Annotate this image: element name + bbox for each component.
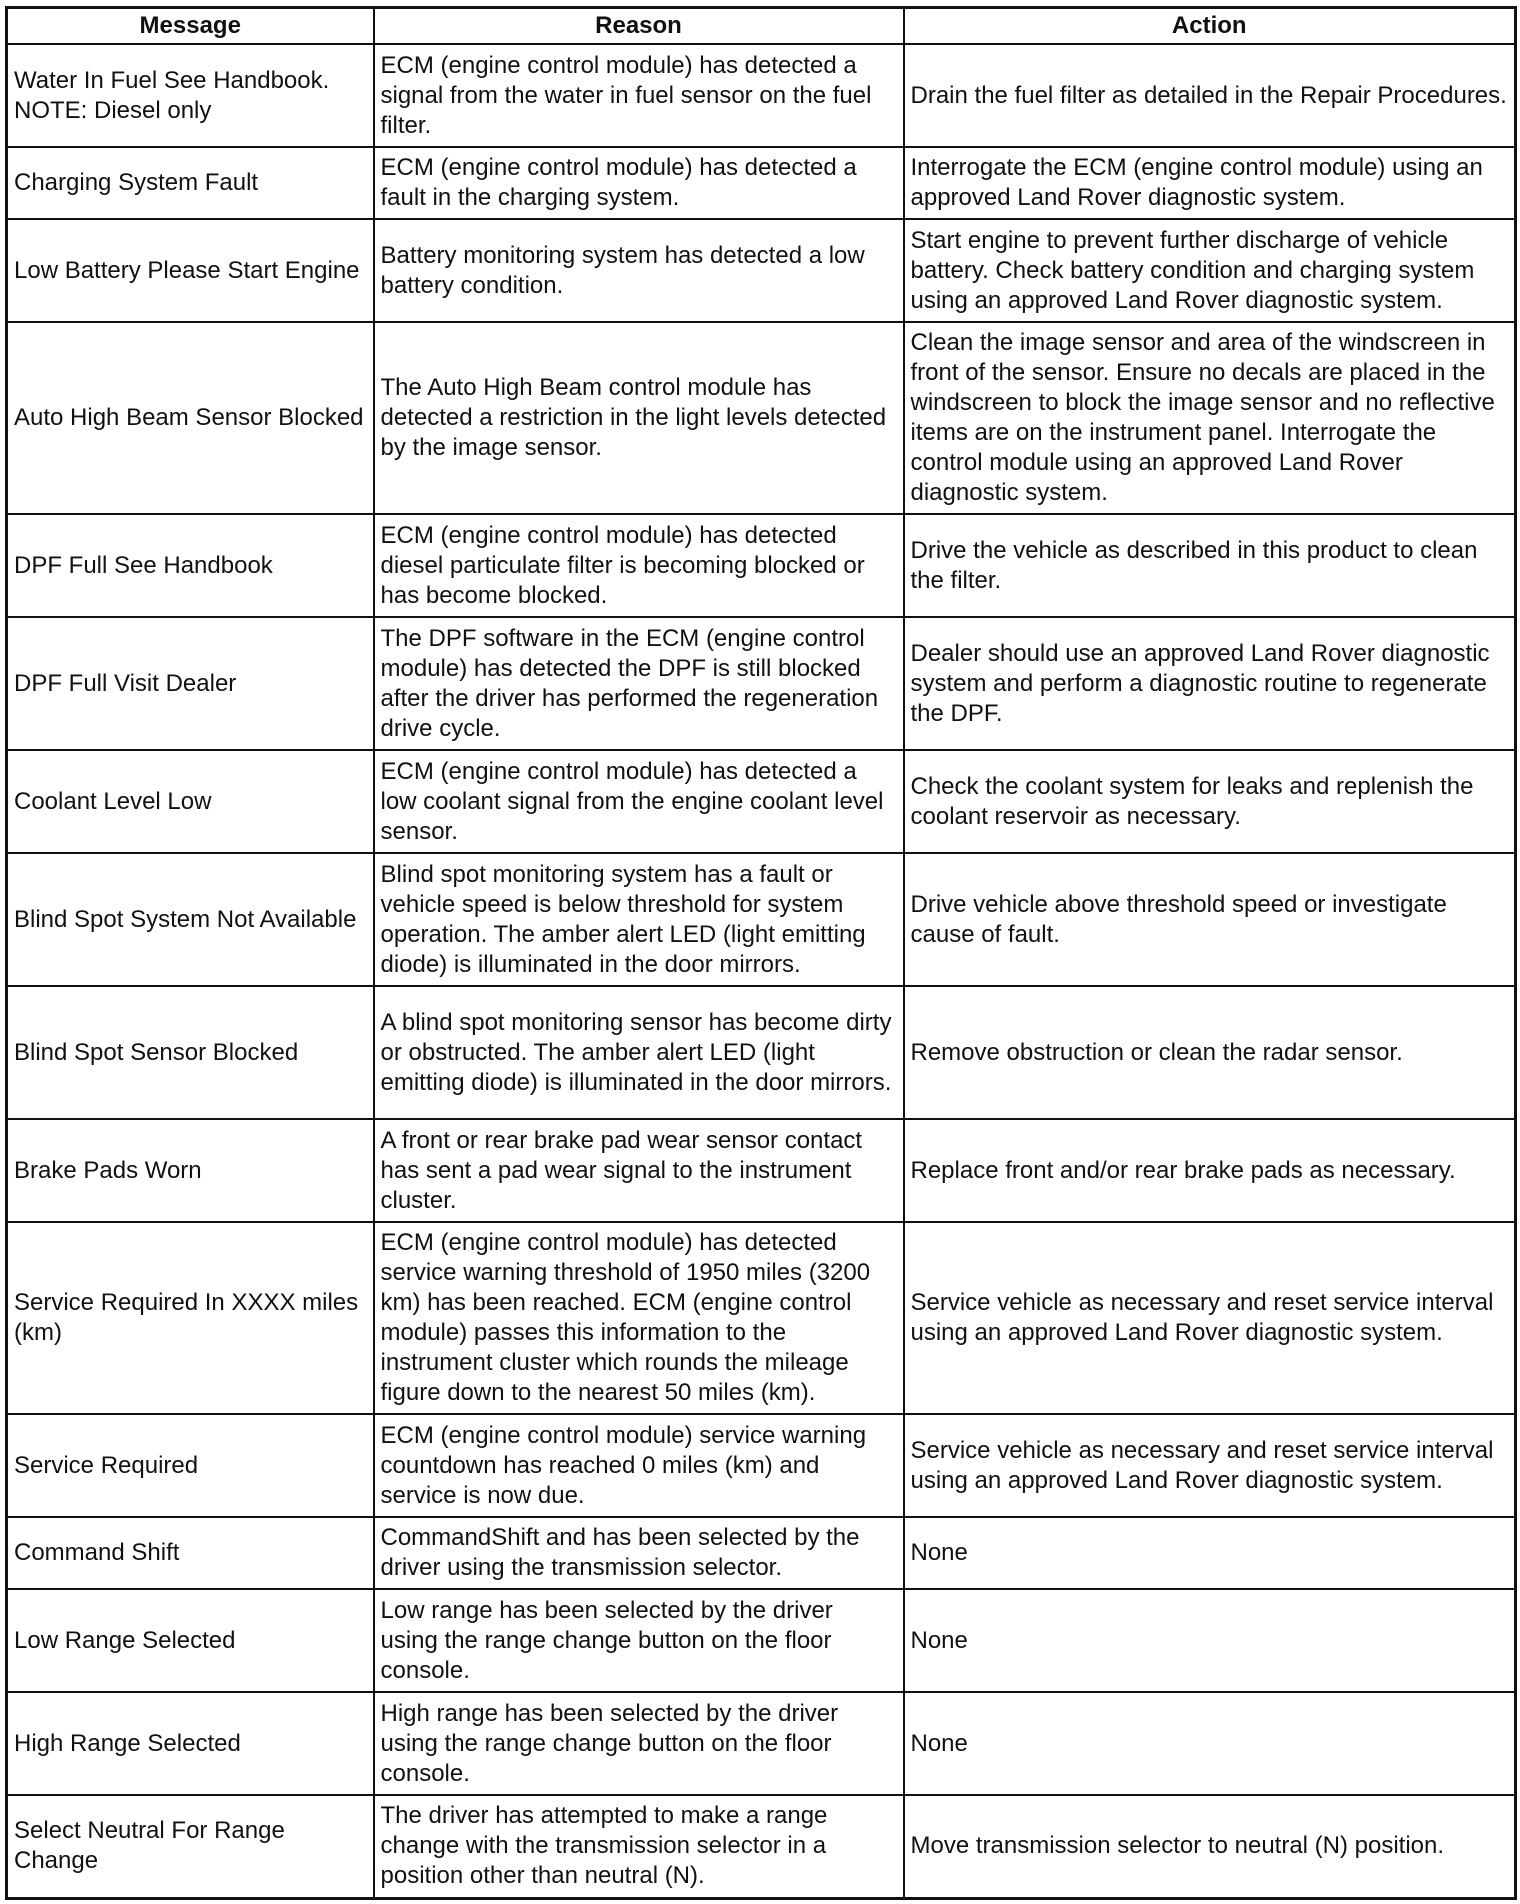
action-cell: Start engine to prevent further discharge of vehicle battery. Check battery condition and charging system using an approved Land Rover diagnostic system. [904,219,1516,322]
table-row [7,322,1516,514]
action-cell: Dealer should use an approved Land Rover diagnostic system and perform a diagnostic routine to regenerate the DPF. [904,617,1516,750]
message-cell: DPF Full See Handbook [7,514,374,617]
reason-cell: CommandShift and has been selected by the driver using the transmission selector. [374,1517,904,1589]
action-cell: Drain the fuel filter as detailed in the Repair Procedures. [904,44,1516,147]
action-cell: Replace front and/or rear brake pads as necessary. [904,1119,1516,1222]
action-cell: Remove obstruction or clean the radar sensor. [904,986,1516,1119]
reason-cell: ECM (engine control module) has detected service warning threshold of 1950 miles (3200 km) has been reached. ECM (engine control module) passes this information to the instrument cluster which rounds the mileage figure down to the nearest 50 miles (km). [374,1222,904,1414]
table-row [7,1222,1516,1414]
message-cell: Blind Spot Sensor Blocked [7,986,374,1119]
message-cell: High Range Selected [7,1692,374,1795]
table-row [7,853,1516,986]
table-row [7,44,1516,147]
action-cell: Service vehicle as necessary and reset service interval using an approved Land Rover diagnostic system. [904,1414,1516,1517]
message-cell: Select Neutral For Range Change [7,1795,374,1898]
table-row [7,1119,1516,1222]
message-cell: Low Range Selected [7,1589,374,1692]
message-table [5,6,1517,1900]
message-cell: Command Shift [7,1517,374,1589]
reason-cell: Battery monitoring system has detected a low battery condition. [374,219,904,322]
action-cell: Clean the image sensor and area of the windscreen in front of the sensor. Ensure no decals are placed in the windscreen to block the image sensor and no reflective items are on the instrument panel. Interrogate the control module using an approved Land Rover diagnostic system. [904,322,1516,514]
reason-cell: Blind spot monitoring system has a fault or vehicle speed is below threshold for system operation. The amber alert LED (light emitting diode) is illuminated in the door mirrors. [374,853,904,986]
header-row [7,8,1516,45]
action-cell: Drive vehicle above threshold speed or investigate cause of fault. [904,853,1516,986]
action-cell: None [904,1589,1516,1692]
message-cell: Blind Spot System Not Available [7,853,374,986]
header-message: Message [7,8,374,45]
action-cell: Check the coolant system for leaks and replenish the coolant reservoir as necessary. [904,750,1516,853]
reason-cell: The DPF software in the ECM (engine control module) has detected the DPF is still blocked after the driver has performed the regeneration drive cycle. [374,617,904,750]
message-cell: Service Required [7,1414,374,1517]
reason-cell: A front or rear brake pad wear sensor contact has sent a pad wear signal to the instrument cluster. [374,1119,904,1222]
table-row [7,1692,1516,1795]
action-cell: Service vehicle as necessary and reset service interval using an approved Land Rover diagnostic system. [904,1222,1516,1414]
table-row [7,147,1516,219]
reason-cell: ECM (engine control module) has detected a fault in the charging system. [374,147,904,219]
message-cell: Water In Fuel See Handbook. NOTE: Diesel only [7,44,374,147]
reason-cell: ECM (engine control module) has detected a signal from the water in fuel sensor on the fuel filter. [374,44,904,147]
message-cell: Coolant Level Low [7,750,374,853]
table-row [7,986,1516,1119]
reason-cell: The Auto High Beam control module has detected a restriction in the light levels detected by the image sensor. [374,322,904,514]
message-cell: DPF Full Visit Dealer [7,617,374,750]
reason-cell: A blind spot monitoring sensor has become dirty or obstructed. The amber alert LED (light emitting diode) is illuminated in the door mirrors. [374,986,904,1119]
table-row [7,1517,1516,1589]
action-cell: Drive the vehicle as described in this product to clean the filter. [904,514,1516,617]
table-row [7,1795,1516,1898]
table-row [7,617,1516,750]
table-row [7,750,1516,853]
message-cell: Charging System Fault [7,147,374,219]
message-cell: Brake Pads Worn [7,1119,374,1222]
action-cell: None [904,1692,1516,1795]
table-row [7,1414,1516,1517]
reason-cell: High range has been selected by the driver using the range change button on the floor console. [374,1692,904,1795]
action-cell: Interrogate the ECM (engine control module) using an approved Land Rover diagnostic system. [904,147,1516,219]
header-reason: Reason [374,8,904,45]
reason-cell: Low range has been selected by the driver using the range change button on the floor console. [374,1589,904,1692]
message-cell: Low Battery Please Start Engine [7,219,374,322]
header-action: Action [904,8,1516,45]
message-cell: Service Required In XXXX miles (km) [7,1222,374,1414]
message-cell: Auto High Beam Sensor Blocked [7,322,374,514]
reason-cell: ECM (engine control module) service warning countdown has reached 0 miles (km) and service is now due. [374,1414,904,1517]
table-row [7,1589,1516,1692]
action-cell: None [904,1517,1516,1589]
reason-cell: ECM (engine control module) has detected a low coolant signal from the engine coolant level sensor. [374,750,904,853]
reason-cell: ECM (engine control module) has detected diesel particulate filter is becoming blocked or has become blocked. [374,514,904,617]
table-row [7,219,1516,322]
action-cell: Move transmission selector to neutral (N) position. [904,1795,1516,1898]
table-row [7,514,1516,617]
reason-cell: The driver has attempted to make a range change with the transmission selector in a position other than neutral (N). [374,1795,904,1898]
